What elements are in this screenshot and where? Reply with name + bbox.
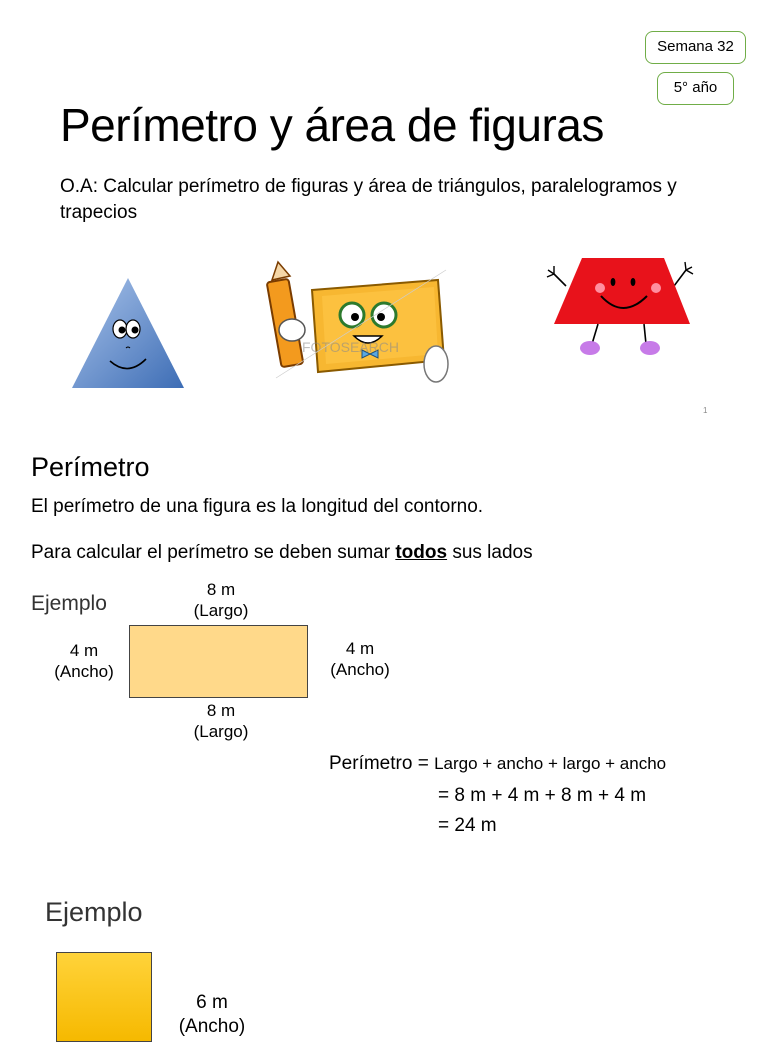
section-heading: Perímetro	[31, 452, 150, 482]
example-label: Ejemplo	[31, 592, 107, 615]
formula-result: = 24 m	[438, 815, 497, 836]
side-value: 6 m	[196, 992, 228, 1013]
perimeter-slide	[0, 430, 768, 870]
trapezoid-character-image	[546, 256, 698, 358]
example-slide	[0, 870, 768, 1037]
page-number: 1	[703, 406, 708, 415]
left-side-name: (Ancho)	[54, 662, 114, 681]
top-side-label	[181, 579, 261, 621]
side-label	[172, 991, 252, 1039]
formula-substitution: = 8 m + 4 m + 8 m + 4 m	[438, 785, 647, 806]
instruction-text-start: Para calcular el perímetro se deben sumar	[31, 542, 396, 563]
instruction-emphasis: todos	[395, 542, 448, 563]
formula-definition: Largo + ancho + largo + ancho	[434, 754, 667, 773]
top-side-name: (Largo)	[193, 601, 249, 620]
parallelogram-character-image	[266, 260, 456, 390]
perimeter-definition: El perímetro de una figura es la longitud del contorno.	[31, 496, 484, 517]
bottom-side-name: (Largo)	[193, 722, 249, 741]
grade-badge: 5° año	[657, 72, 734, 105]
bottom-side-value: 8 m	[206, 701, 236, 720]
perimeter-formula	[329, 753, 666, 775]
left-side-label	[44, 640, 124, 682]
bottom-side-label	[181, 700, 261, 742]
example-rectangle	[129, 625, 308, 698]
example-label: Ejemplo	[45, 897, 143, 927]
right-side-value: 4 m	[345, 639, 375, 658]
left-side-value: 4 m	[69, 641, 99, 660]
learning-objective: O.A: Calcular perímetro de figuras y área de triángulos, paralelogramos y trapecios	[60, 176, 677, 223]
top-side-value: 8 m	[206, 580, 236, 599]
side-name: (Ancho)	[178, 1016, 246, 1037]
right-side-label	[320, 638, 400, 680]
page-title: Perímetro y área de figuras	[60, 99, 604, 151]
perimeter-instruction	[31, 542, 533, 564]
watermark-text: FOTOSEARCH	[302, 339, 399, 355]
triangle-character-image	[70, 276, 186, 390]
week-badge: Semana 32	[645, 31, 746, 64]
instruction-text-end: sus lados	[447, 542, 533, 563]
example-square	[56, 952, 152, 1042]
formula-term: Perímetro =	[329, 753, 435, 774]
right-side-name: (Ancho)	[330, 660, 390, 679]
title-slide	[0, 0, 768, 430]
